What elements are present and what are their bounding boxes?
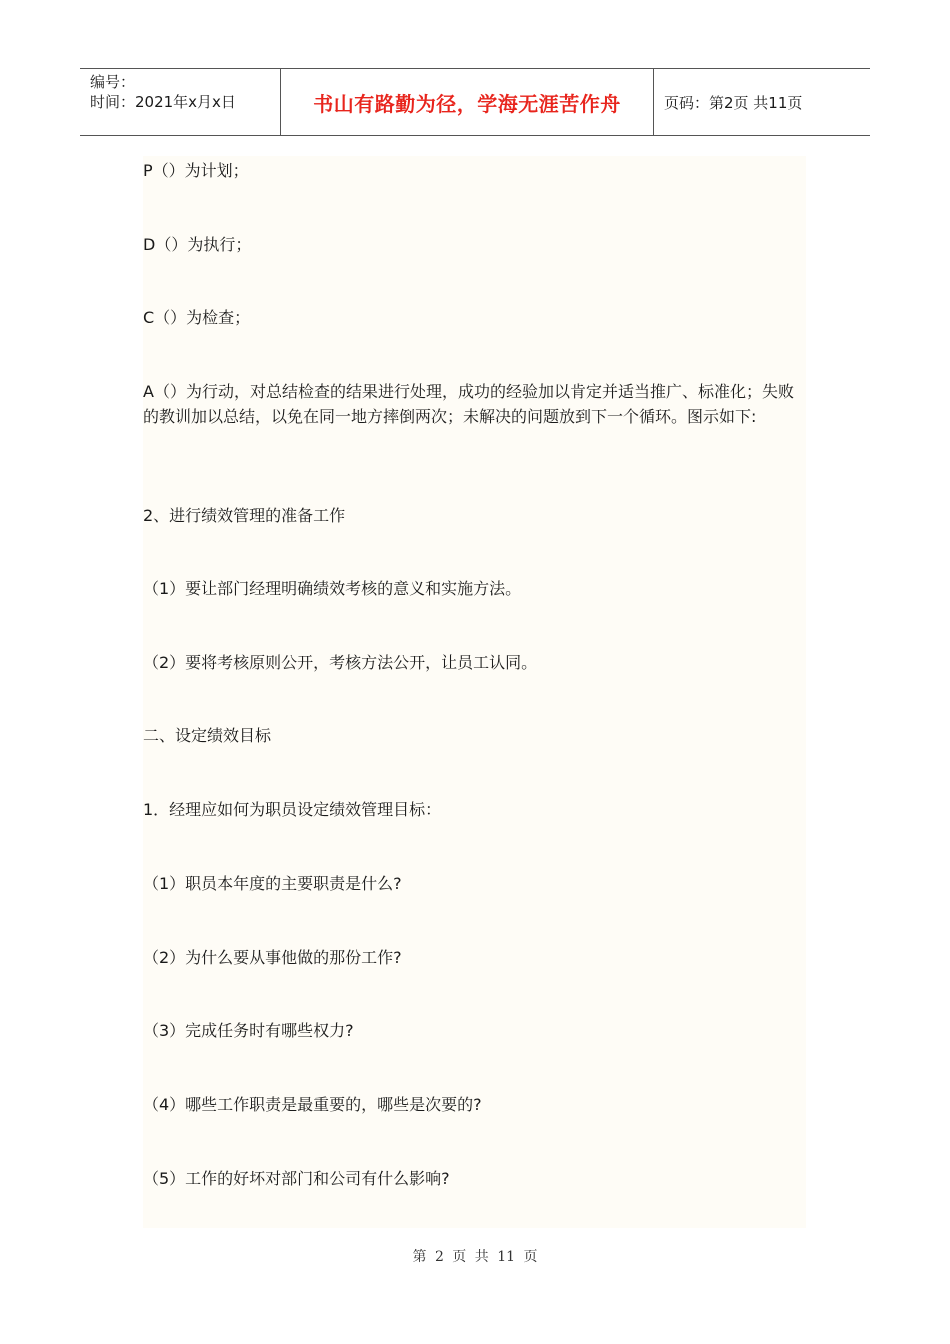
paragraph-p-plan: P（）为计划；: [143, 161, 249, 180]
list-item: （2）为什么要从事他做的那份工作?: [143, 948, 402, 967]
section-heading-goals: 二、设定绩效目标: [143, 726, 272, 745]
paragraph-c-check: C（）为检查；: [143, 308, 251, 327]
list-item: （1）职员本年度的主要职责是什么?: [143, 874, 402, 893]
page-header: [80, 68, 870, 136]
document-number-label: 编号：: [90, 73, 136, 91]
document-date: 时间：2021年x月x日: [90, 93, 236, 111]
header-page-info: 页码：第2页 共11页: [664, 93, 803, 112]
section-heading-prep: 2、进行绩效管理的准备工作: [143, 506, 346, 525]
list-item: （4）哪些工作职责是最重要的，哪些是次要的?: [143, 1095, 482, 1114]
document-body: [143, 156, 806, 1228]
list-item: （2）要将考核原则公开，考核方法公开，让员工认同。: [143, 653, 538, 672]
paragraph-d-do: D（）为执行；: [143, 235, 252, 254]
header-meta: [80, 69, 281, 135]
header-motto: 书山有路勤为径，学海无涯苦作舟: [281, 69, 654, 135]
list-item: （5）工作的好坏对部门和公司有什么影响?: [143, 1169, 450, 1188]
paragraph-a-act: A（）为行动，对总结检查的结果进行处理，成功的经验加以肯定并适当推广、标准化；失败的教训加以总结，以免在同一地方摔倒两次；未解决的问题放到下一个循环。图示如下:: [143, 382, 794, 426]
list-item: （1）要让部门经理明确绩效考核的意义和实施方法。: [143, 579, 522, 598]
page-footer: 第 2 页 共 11 页: [412, 1249, 538, 1265]
list-item: （3）完成任务时有哪些权力?: [143, 1021, 354, 1040]
subsection-heading: 1．经理应如何为职员设定绩效管理目标：: [143, 800, 442, 819]
